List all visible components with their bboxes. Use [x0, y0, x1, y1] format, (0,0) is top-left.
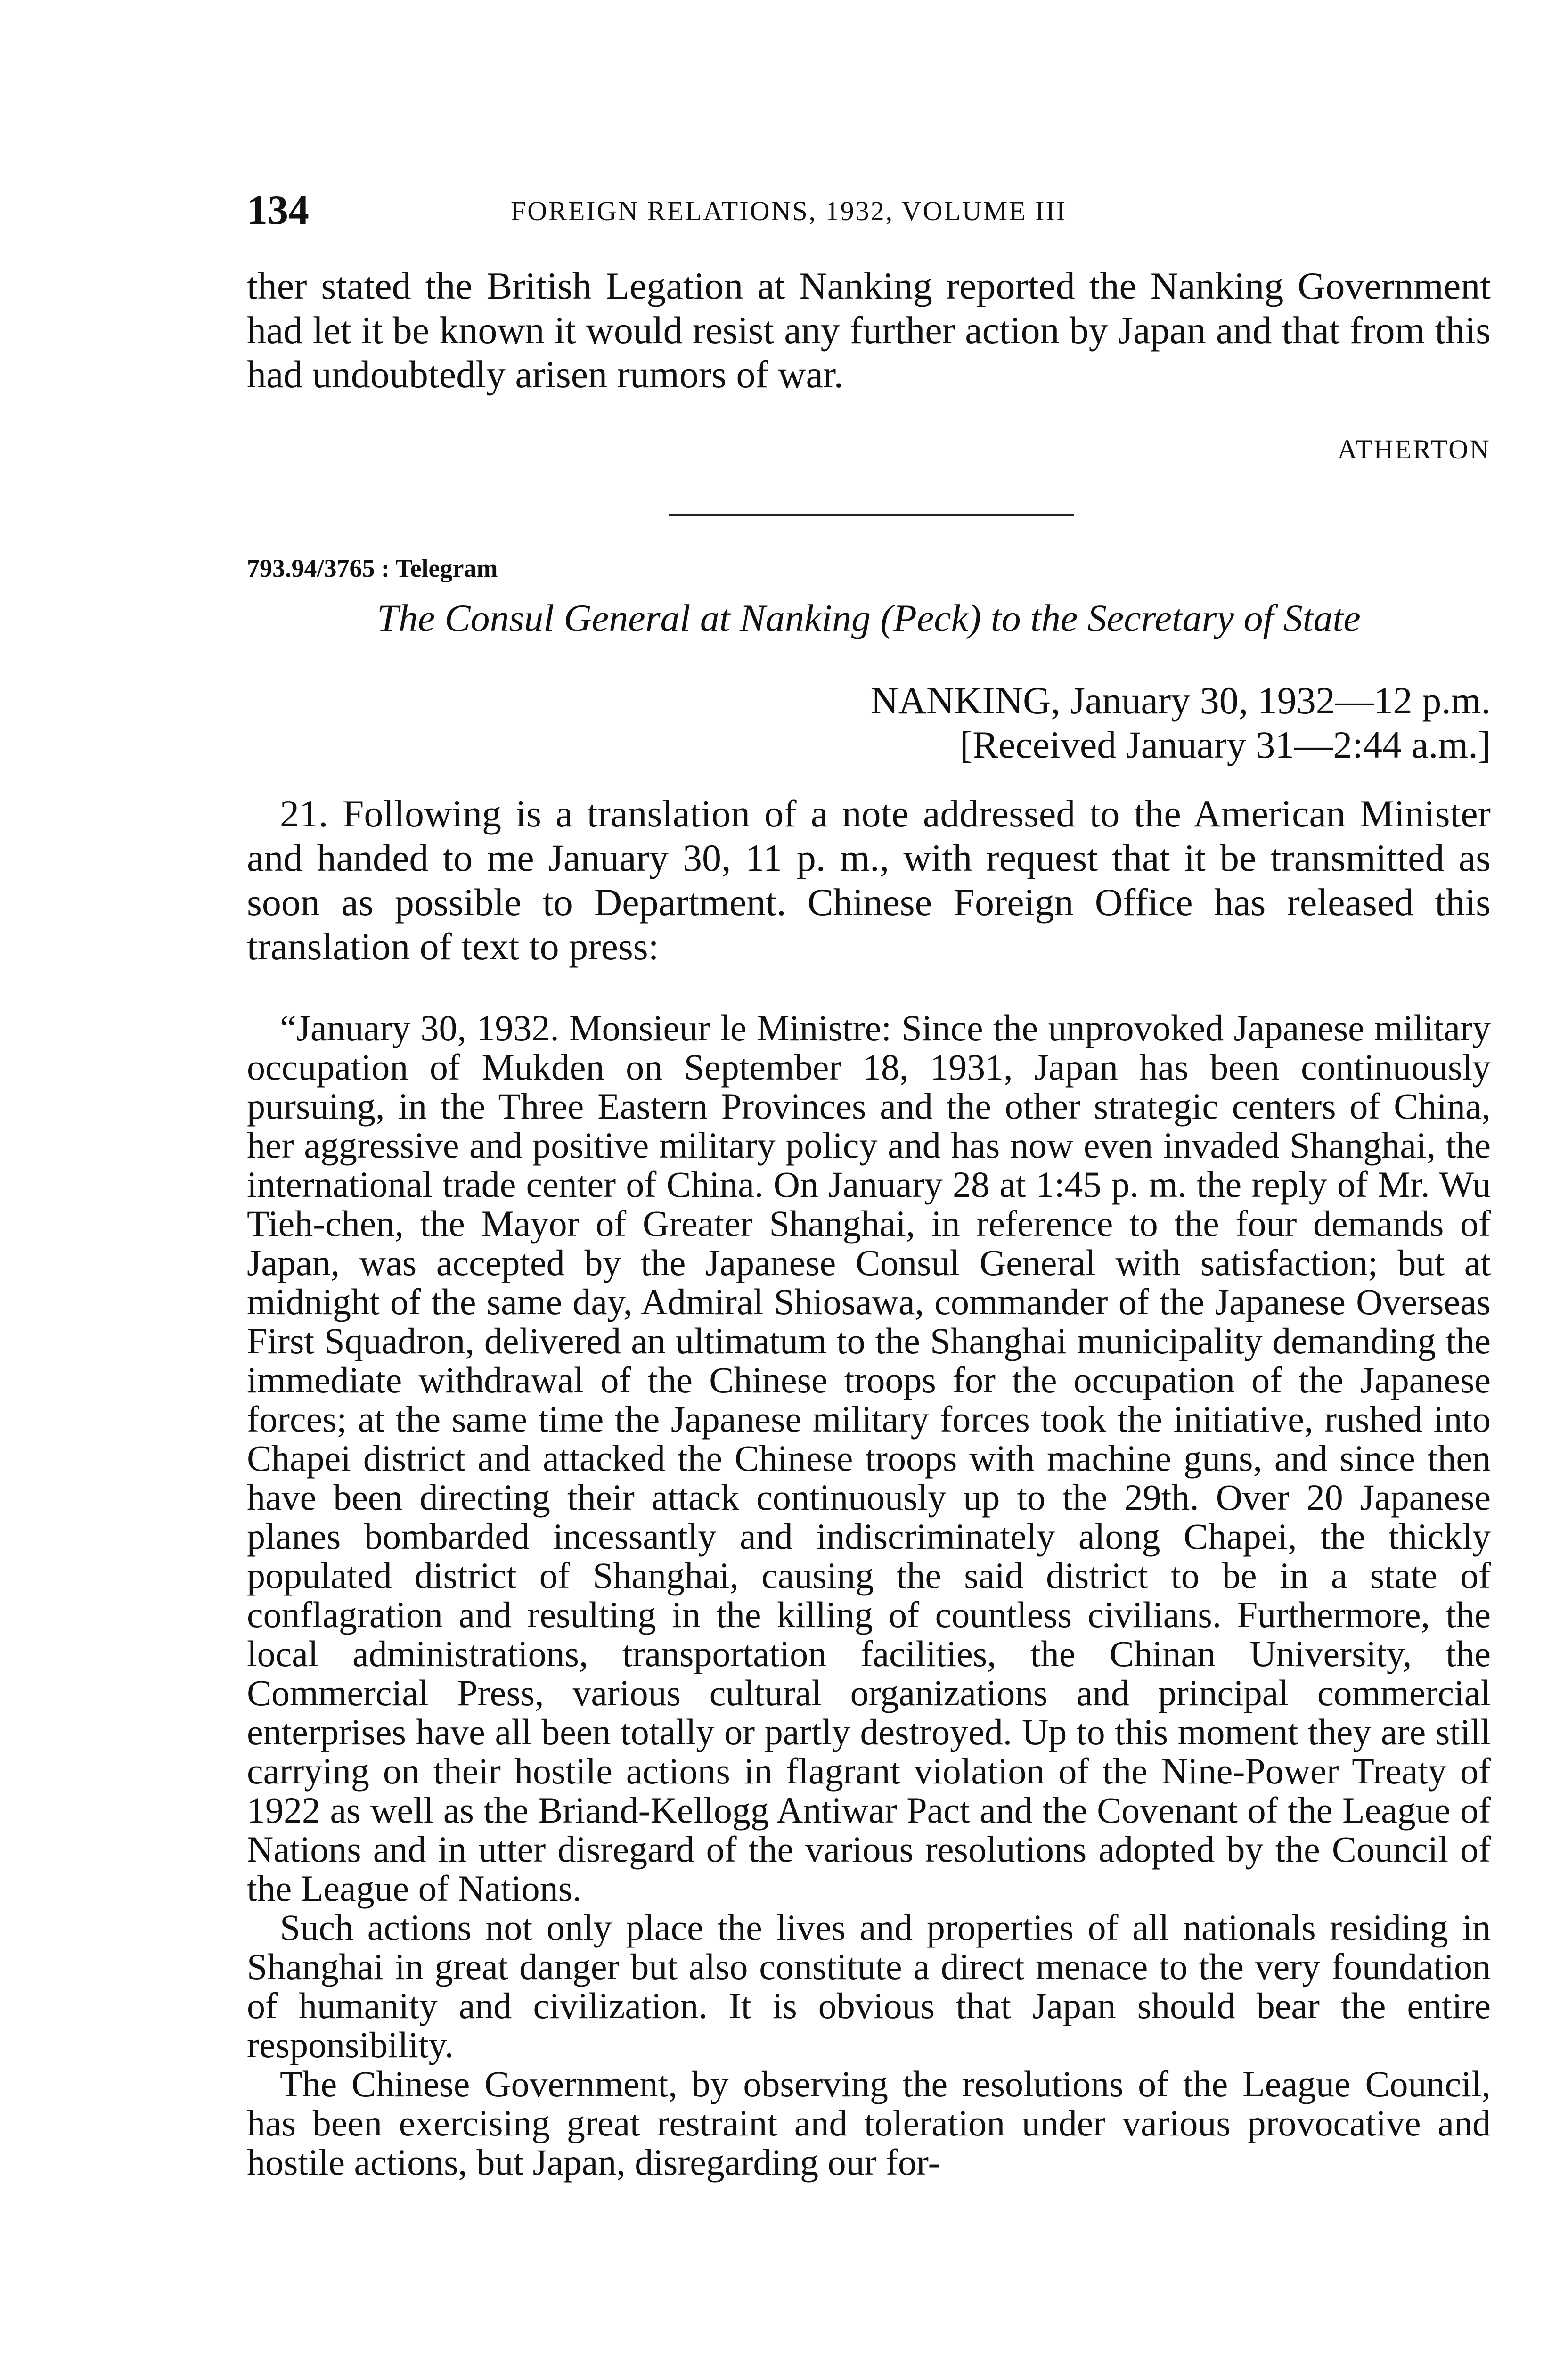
dateline — [871, 679, 1491, 767]
dateline-line — [871, 679, 1491, 723]
intro-paragraph: 21. Following is a translation of a note addressed to the American Minister and handed to me January 30, 11 p. m., with request that it be transmitted as soon as possible to Department. Chinese Foreign Office has released this translation of text to press: — [247, 792, 1491, 968]
running-head: FOREIGN RELATIONS, 1932, VOLUME III — [511, 196, 1067, 226]
page-header — [247, 185, 1491, 237]
signature: ATHERTON — [1337, 434, 1491, 465]
quote-paragraph-3: The Chinese Government, by observing the resolutions of the League Council, has been exercising great restraint and toleration under various provocative and hostile actions, but Japan, disregarding our for- — [247, 2063, 1491, 2183]
document-title: The Consul General at Nanking (Peck) to the Secretary of State — [377, 597, 1361, 639]
dateline-place: NANKING, — [870, 679, 1061, 722]
quote-paragraph-1: “January 30, 1932. Monsieur le Ministre: Since the unprovoked Japanese military occupation of Mukden on September 18, 1931, Japan has been continuously pursuing, in the Three Eastern Provinces and the other strategic centers of China, her aggressive and positive military policy and has now even invaded Shanghai, the international trade center of China. On January 28 at 1:45 p. m. the reply of Mr. Wu Tieh-chen, the Mayor of Greater Shanghai, in reference to the four demands of Japan, was accepted by the Japanese Consul General with satisfaction; but at midnight of the same day, Admiral Shiosawa, commander of the Japanese Overseas First Squadron, delivered an ultimatum to the Shanghai municipality demanding the immediate withdrawal of the Chinese troops for the occupation of the Japanese forces; at the same time the Japanese military forces took the initiative, rushed into Chapei district and attacked the Chinese troops with machine guns, and since then have been directing their attack continuously up to the 29th. Over 20 Japanese planes bombarded incessantly and indiscriminately along Chapei, the thickly populated district of Shanghai, causing the said district to be in a state of conflagration and resulting in the killing of countless civilians. Furthermore, the local administrations, transportation facilities, the Chinan University, the Commercial Press, various cultural organizations and principal commercial enterprises have all been totally or partly destroyed. Up to this moment they are still carrying on their hostile actions in flagrant violation of the Nine-Power Treaty of 1922 as well as the Briand-Kellogg Antiwar Pact and the Covenant of the League of Nations and in utter disregard of the various resolutions adopted by the Council of the League of Nations. — [247, 1007, 1491, 1909]
file-number: 793.94/3765 : Telegram — [247, 554, 498, 582]
continuation-block — [247, 264, 1491, 397]
received-line: [Received January 31—2:44 a.m.] — [959, 723, 1491, 766]
quoted-note — [247, 1008, 1491, 2182]
section-divider — [669, 514, 1074, 516]
page-number: 134 — [247, 188, 309, 233]
continuation-paragraph: ther stated the British Legation at Nanking reported the Nanking Government had let it be known it would resist any further action by Japan and that from this had undoubtedly arisen rumors of war. — [247, 264, 1491, 396]
intro-block — [247, 792, 1491, 969]
quote-paragraph-2: Such actions not only place the lives and properties of all nationals residing in Shanghai in great danger but also constitute a direct menace to the very foundation of humanity and civilization. It is obvious that Japan should bear the entire responsibility. — [247, 1907, 1491, 2065]
dateline-date: January 30, 1932—12 p.m. — [1070, 679, 1491, 722]
